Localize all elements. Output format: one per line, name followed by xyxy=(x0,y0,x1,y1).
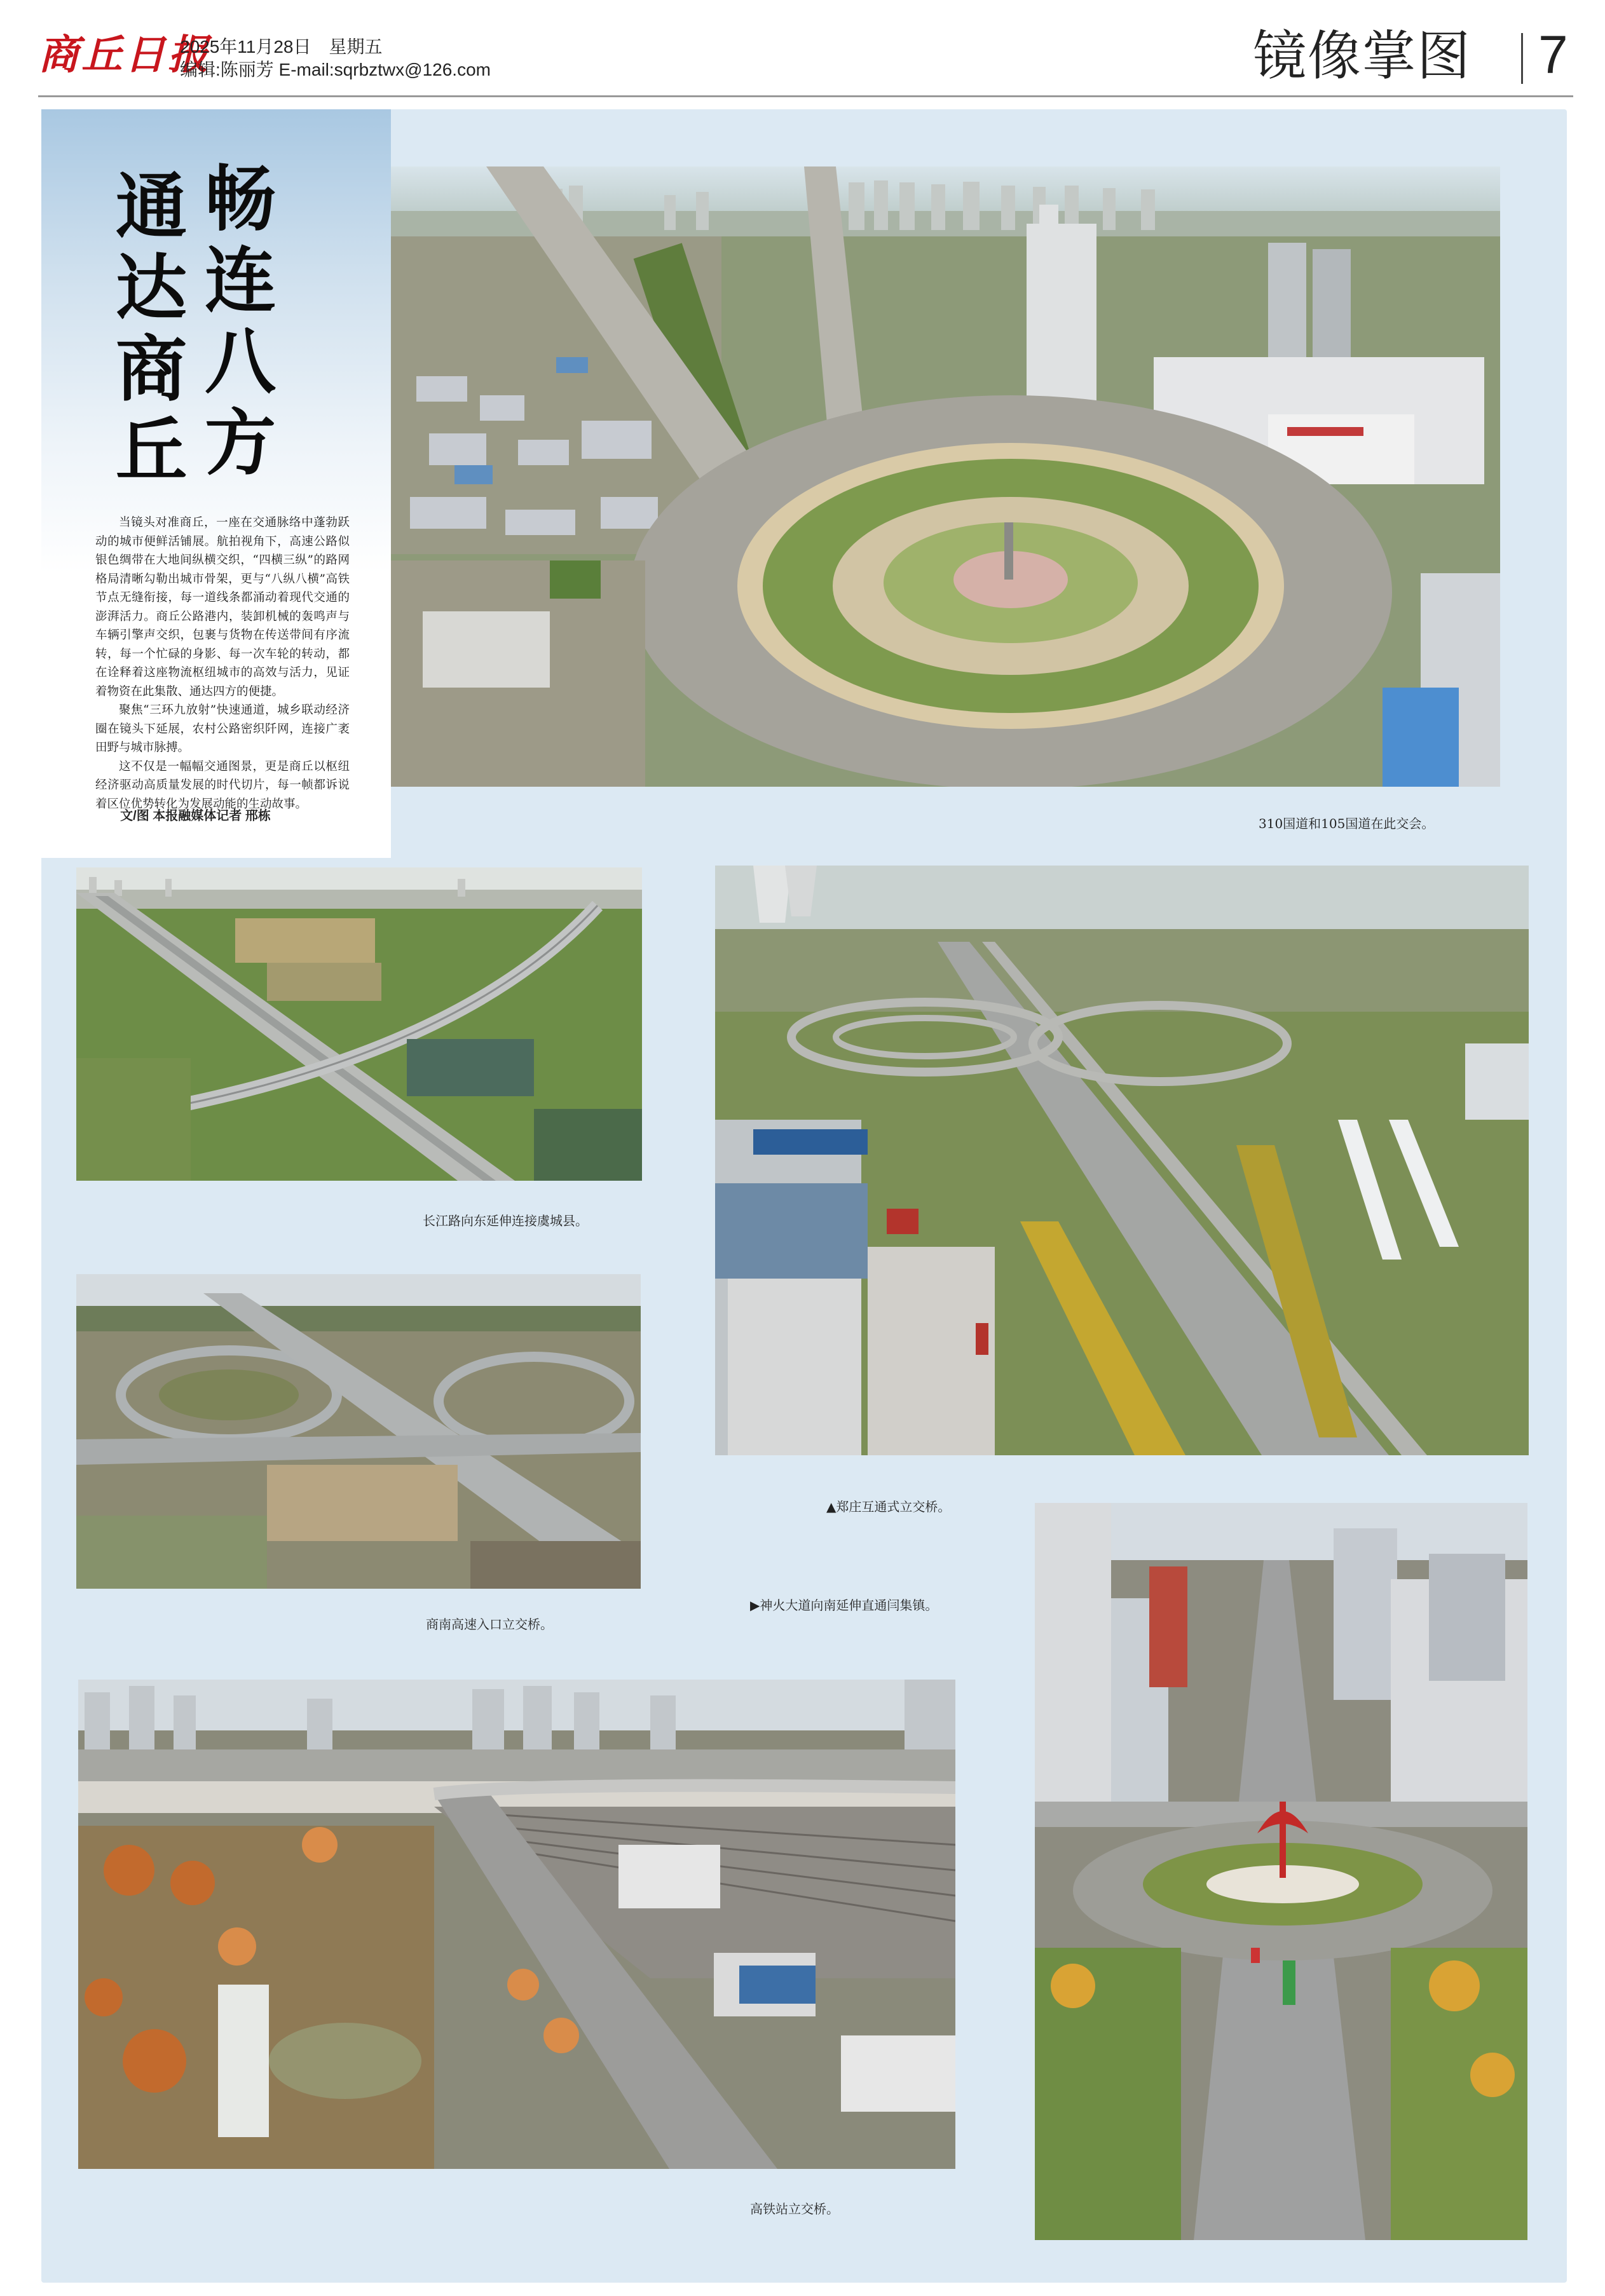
caption-zhengzhuang: ▲郑庄互通式立交桥。 xyxy=(826,1499,951,1514)
issue-date: 2025年11月28日 星期五 xyxy=(180,37,383,57)
caption-changjiang: 长江路向东延伸连接虞城县。 xyxy=(423,1213,588,1228)
photo-roundabout-310-105 xyxy=(391,166,1500,787)
page-number: 7 xyxy=(1538,25,1568,85)
header-divider xyxy=(1521,33,1523,84)
photo-hsr-station-overpass xyxy=(78,1680,955,2169)
header-rule xyxy=(38,95,1573,97)
headline-line-2: 通达商丘 xyxy=(116,165,187,492)
byline: 文/图 本报融媒体记者 邢栋 xyxy=(120,809,271,823)
photo-shangnan-interchange xyxy=(76,1274,641,1589)
article-paragraph: 当镜头对准商丘，一座在交通脉络中蓬勃跃动的城市便鲜活铺展。航拍视角下，高速公路似银色绸带在大地间纵横交织，“四横三纵”的路网格局清晰勾勒出城市骨架，更与“八纵八横”高铁节点无缝衔接，每一道线条都涌动着现代交通的澎湃活力。商丘公路港内，装卸机械的轰鸣声与车辆引擎声交织，包裹与货物在传送带间有序流转，每一个忙碌的身影、每一次车轮的转动，都在诠释着这座物流枢纽城市的高效与活力，见证着物资在此集散、通达四方的便捷。 xyxy=(95,516,350,698)
article-paragraph: 这不仅是一幅幅交通图景，更是商丘以枢纽经济驱动高质量发展的时代切片，每一帧都诉说着区位优势转化为发展动能的生动故事。 xyxy=(95,759,350,811)
article-body xyxy=(95,513,350,813)
article-paragraph: 聚焦“三环九放射”快速通道，城乡联动经济圈在镜头下延展，农村公路密织阡网，连接广袤田野与城市脉搏。 xyxy=(95,703,350,754)
caption-shenhuo: ▶神火大道向南延伸直通闫集镇。 xyxy=(750,1598,938,1613)
newspaper-masthead: 商丘日报 xyxy=(38,31,211,79)
caption-shangnan: 商南高速入口立交桥。 xyxy=(426,1617,553,1632)
caption-main: 310国道和105国道在此交会。 xyxy=(1259,816,1435,831)
headline-line-1: 畅连八方 xyxy=(205,158,276,485)
photo-changjiang-road xyxy=(76,867,642,1181)
photo-zhengzhuang-interchange xyxy=(715,866,1529,1455)
photo-shenhuo-avenue xyxy=(1035,1503,1527,2240)
editor-contact: 编辑:陈丽芳 E-mail:sqrbztwx@126.com xyxy=(180,60,491,79)
section-title: 镜像掌图 xyxy=(1252,26,1472,86)
caption-hsr: 高铁站立交桥。 xyxy=(750,2201,839,2217)
